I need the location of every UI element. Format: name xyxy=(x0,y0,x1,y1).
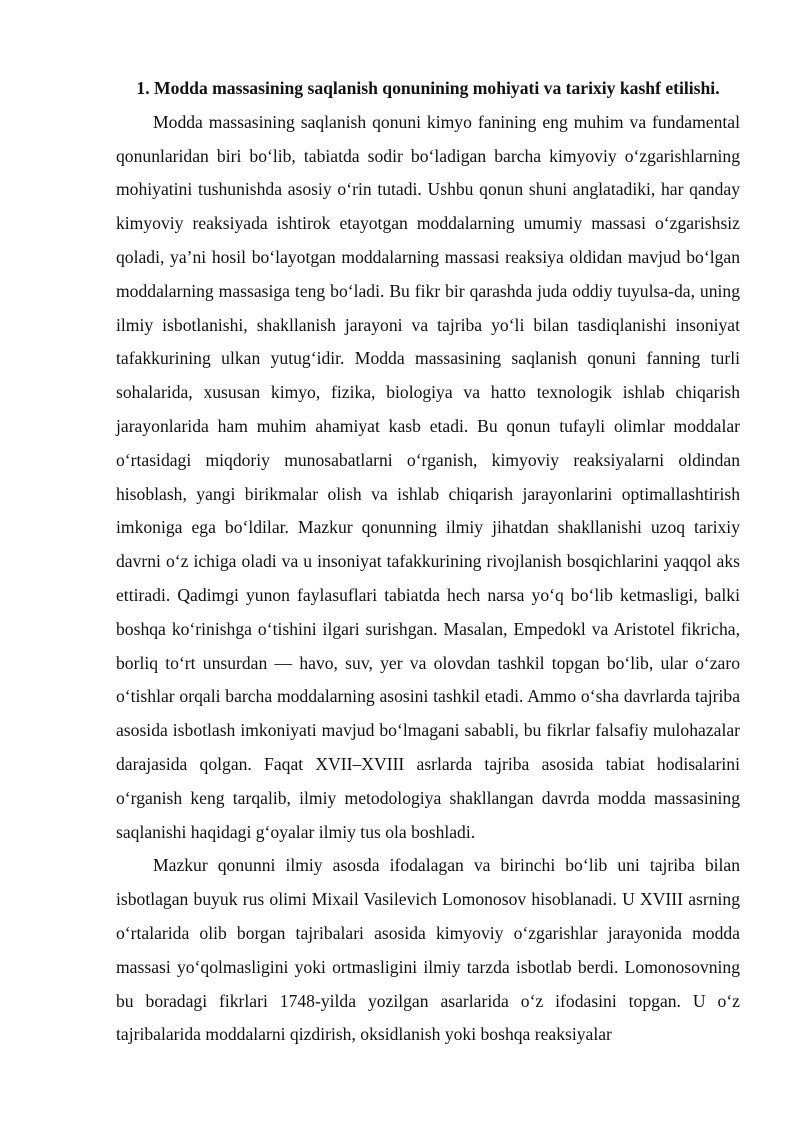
paragraph-2: Mazkur qonunni ilmiy asosda ifodalagan va birinchi bo‘lib uni tajriba bilan isbotlagan buyuk rus olimi Mixail Vasilevich Lomonosov hisoblanadi. U XVIII asrning o‘rtalarida olib borgan tajribalari asosida kimyoviy o‘zgarishlar jarayonida modda massasi yo‘qolmasligini yoki ortmasligini ilmiy tarzda isbotlab berdi. Lomonosovning bu boradagi fikrlari 1748-yilda yozilgan asarlarida o‘z ifodasini topgan. U o‘z tajribalarida moddalarni qizdirish, oksidlanish yoki boshqa reaksiyalar xyxy=(116,855,740,1045)
section-heading: 1. Modda massasining saqlanish qonunining mohiyati va tarixiy kashf etilishi. xyxy=(136,78,720,98)
document-body xyxy=(116,72,740,1052)
paragraph-1: Modda massasining saqlanish qonuni kimyo fanining eng muhim va fundamental qonunlaridan biri bo‘lib, tabiatda sodir bo‘ladigan barcha kimyoviy o‘zgarishlarning mohiyatini tushunishda asosiy o‘rin tutadi. Ushbu qonun shuni anglatadiki, har qanday kimyoviy reaksiyada ishtirok etayotgan moddalarning umumiy massasi o‘zgarishsiz qoladi, ya’ni hosil bo‘layotgan moddalarning massasi reaksiya oldidan mavjud bo‘lgan moddalarning massasiga teng bo‘ladi. Bu fikr bir qarashda juda oddiy tuyulsa-da, uning ilmiy isbotlanishi, shakllanish jarayoni va tajriba yo‘li bilan tasdiqlanishi insoniyat tafakkurining ulkan yutug‘idir. Modda massasining saqlanish qonuni fanning turli sohalarida, xususan kimyo, fizika, biologiya va hatto texnologik ishlab chiqarish jarayonlarida ham muhim ahamiyat kasb etadi. Bu qonun tufayli olimlar moddalar o‘rtasidagi miqdoriy munosabatlarni o‘rganish, kimyoviy reaksiyalarni oldindan hisoblash, yangi birikmalar olish va ishlab chiqarish jarayonlarini optimallashtirish imkoniga ega bo‘ldilar. Mazkur qonunning ilmiy jihatdan shakllanishi uzoq tarixiy davrni o‘z ichiga oladi va u insoniyat tafakkurining rivojlanish bosqichlarini yaqqol aks ettiradi. Qadimgi yunon faylasuflari tabiatda hech narsa yo‘q bo‘lib ketmasligi, balki boshqa ko‘rinishga o‘tishini ilgari surishgan. Masalan, Empedokl va Aristotel fikricha, borliq to‘rt unsurdan — havo, suv, yer va olovdan tashkil topgan bo‘lib, ular o‘zaro o‘tishlar orqali barcha moddalarning asosini tashkil etadi. Ammo o‘sha davrlarda tajriba asosida isbotlash imkoniyati mavjud bo‘lmagani sababli, bu fikrlar falsafiy mulohazalar darajasida qolgan. Faqat XVII–XVIII asrlarda tajriba asosida tabiat hodisalarini o‘rganish keng tarqalib, ilmiy metodologiya shakllangan davrda modda massasining saqlanishi haqidagi g‘oyalar ilmiy tus ola boshladi. xyxy=(116,111,740,842)
